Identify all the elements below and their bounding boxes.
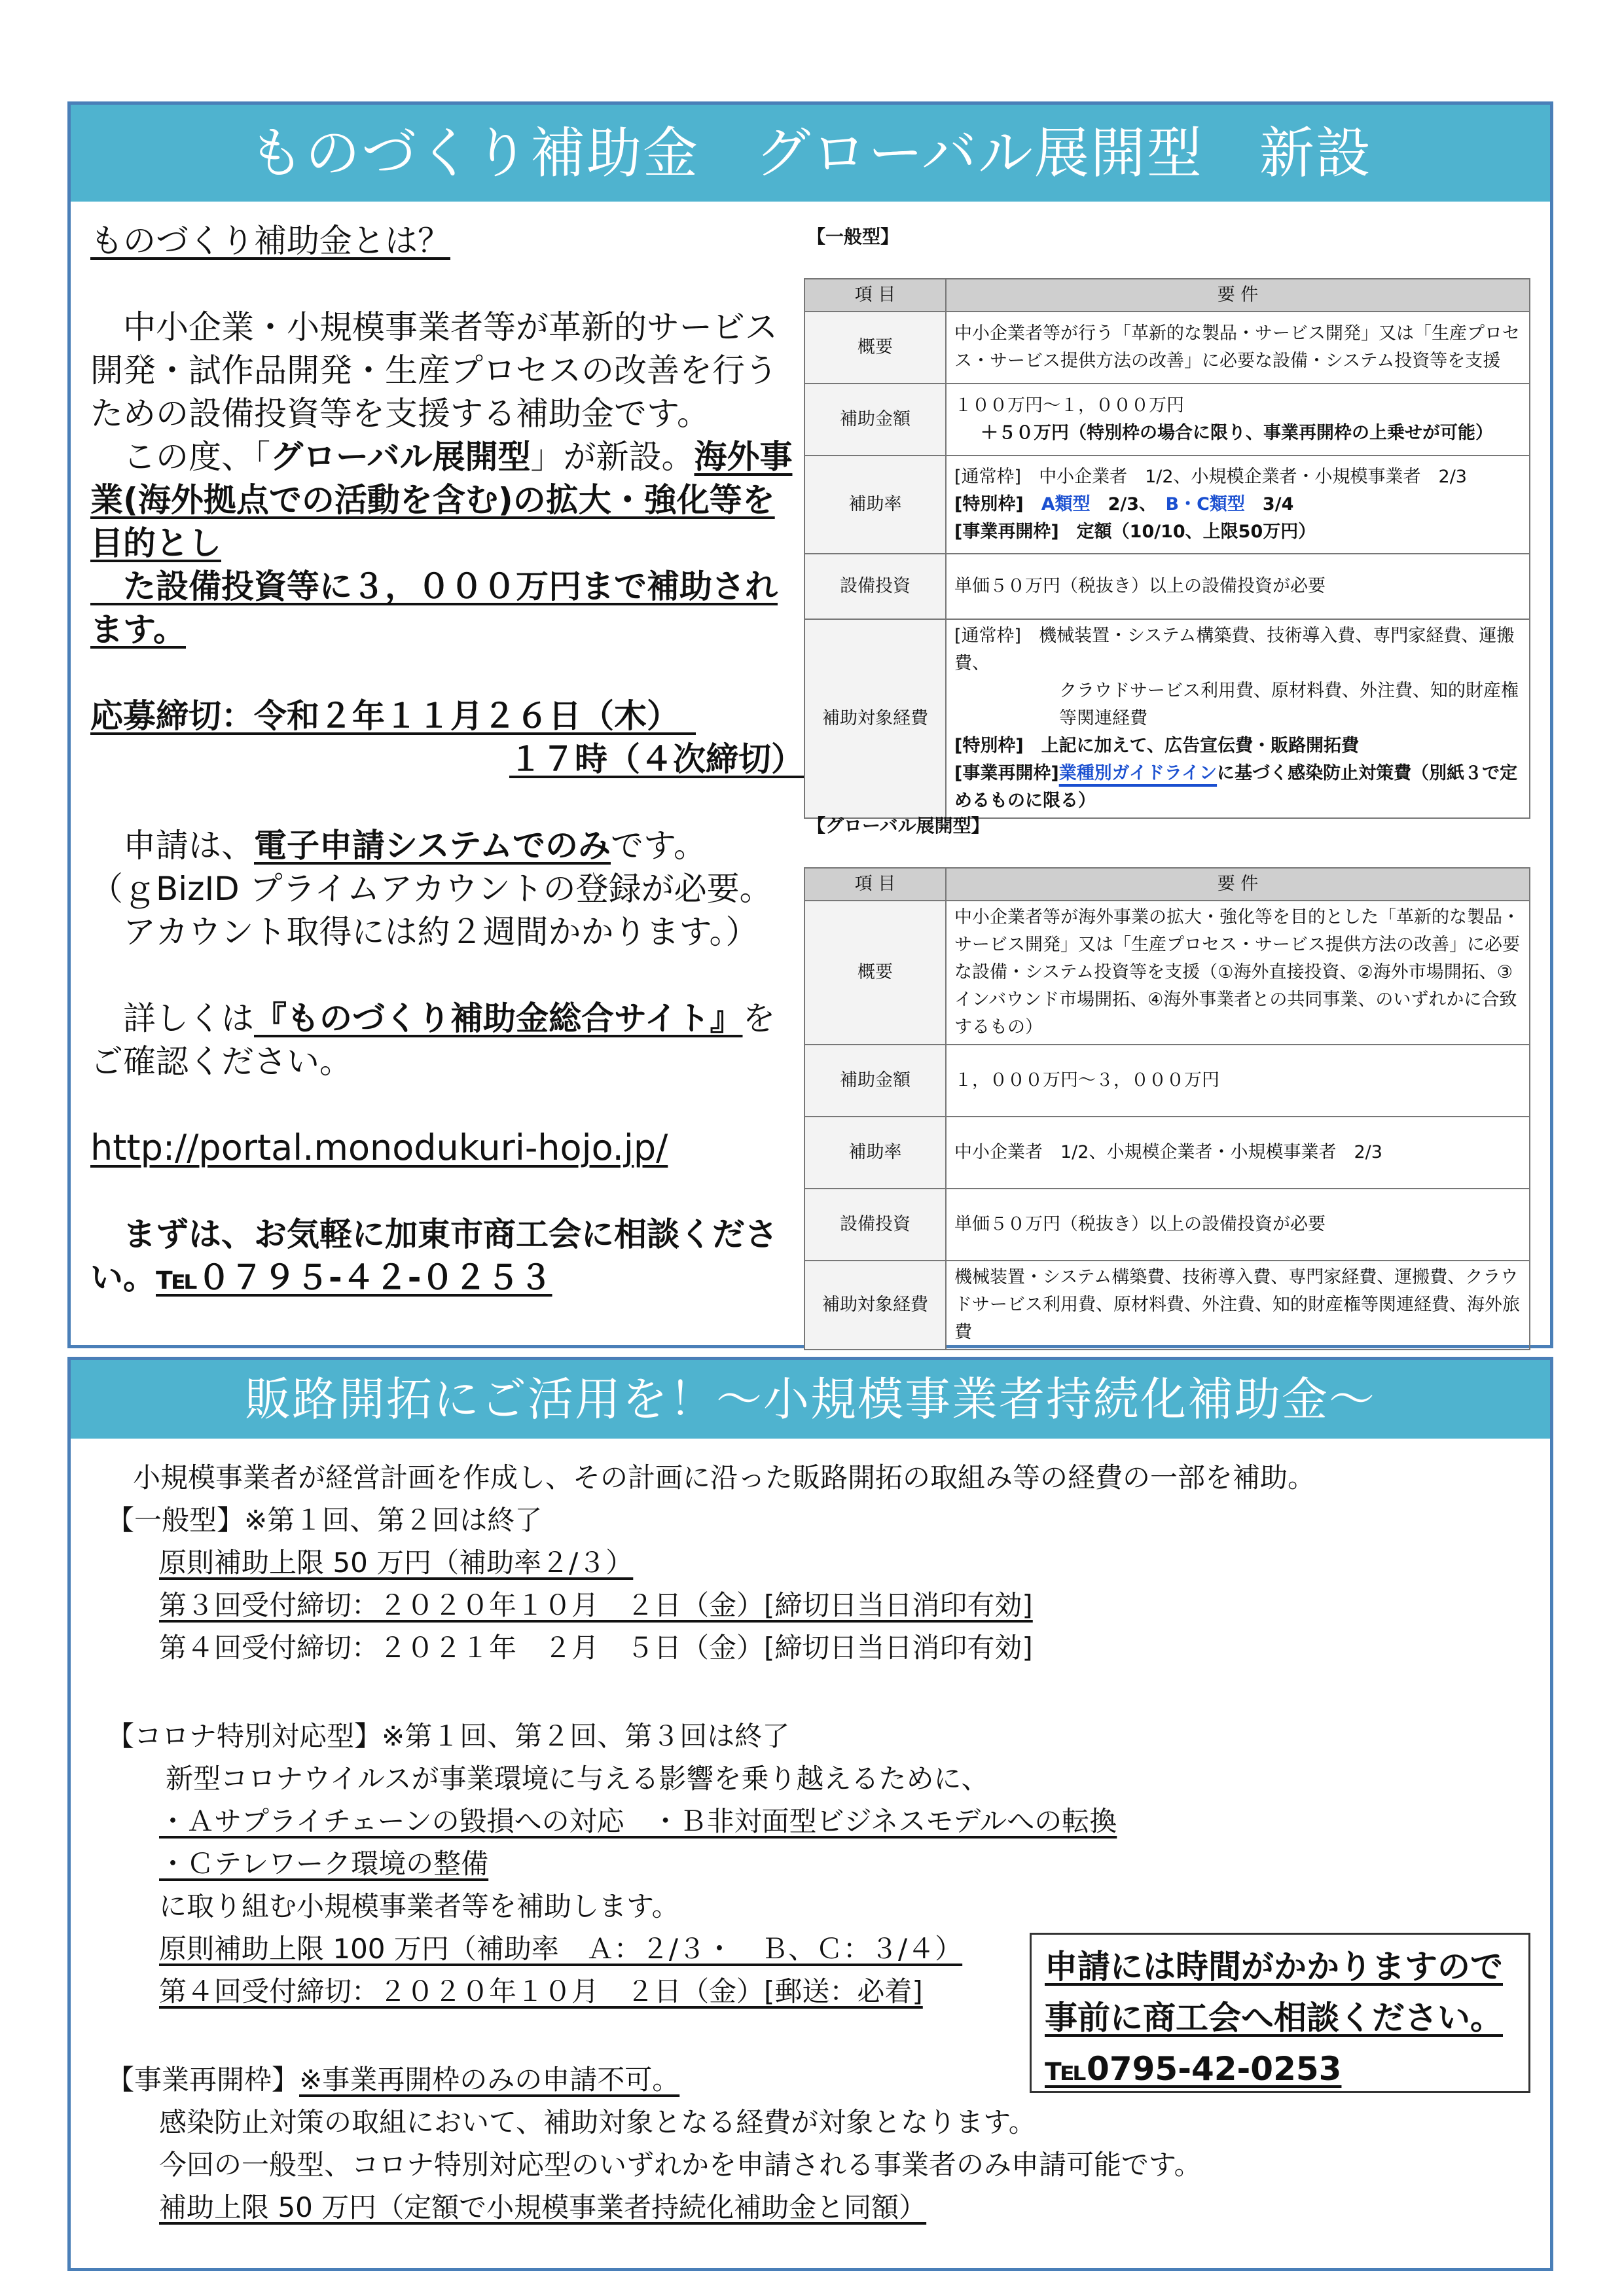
text: [事業再開枠]: [954, 763, 1059, 783]
apply-note: [90, 824, 804, 867]
monodukuri-panel: [67, 101, 1553, 1348]
global-paragraph-cont: た設備投資等に３，０００万円まで補助されます。: [90, 567, 778, 649]
text: [特別枠]: [954, 494, 1041, 514]
jizokuka-panel: [67, 1357, 1553, 2271]
corona-deadline: 第４回受付締切：２０２０年１０月 ２日（金）[郵送：必着]: [159, 1975, 923, 2007]
table-row: [804, 1261, 1530, 1350]
table-row: [804, 1045, 1530, 1117]
value-line: クラウドサービス利用費、原材料費、外注費、知的財産権等関連経費: [1059, 681, 1519, 728]
value-line: [事業再開枠] 定額（10/10、上限50万円）: [954, 522, 1316, 542]
panel-title: ものづくり補助金 グローバル展開型 新設: [71, 105, 1550, 202]
header-item: 項 目: [804, 868, 946, 901]
row-value: [946, 384, 1530, 456]
text: 申請は、: [90, 827, 254, 865]
value-line: [954, 491, 1521, 518]
round4-deadline: 第４回受付締切：２０２１年 ２月 ５日（金）[締切日当日消印有効]: [159, 1632, 1033, 1664]
corona-categories: ・Ａサプライチェーンの毀損への対応 ・Ｂ非対面型ビジネスモデルへの転換: [159, 1805, 1117, 1837]
row-value: [946, 456, 1530, 554]
row-key: 設備投資: [804, 1189, 946, 1261]
section-heading: ものづくり補助金とは？: [90, 222, 450, 260]
phone-number: ℡0795-42-0253: [1045, 2050, 1342, 2088]
deadline-time: [90, 738, 804, 781]
text: 【事業再開枠】: [107, 2064, 300, 2096]
row-key: 概要: [804, 901, 946, 1045]
row-value: 中小企業者等が行う「革新的な製品・サービス開発」又は「生産プロセス・サービス提供方法の改善」に必要な設備・システム投資等を支援: [946, 312, 1530, 384]
value-line: [954, 760, 1521, 815]
row-key: 概要: [804, 312, 946, 384]
global-type-label: 【グローバル展開型】: [807, 815, 990, 836]
guideline-link[interactable]: 業種別ガイドライン: [1058, 763, 1218, 783]
emphasis: 海外事業(海外拠点での活動を含む)の拡大・強化等を目的とし: [90, 438, 793, 562]
row-key: 補助対象経費: [804, 619, 946, 818]
header-requirement: 要 件: [946, 279, 1530, 312]
text: 詳しくは: [90, 999, 254, 1037]
text: 3/4: [1244, 494, 1294, 514]
corona-type-heading: 【コロナ特別対応型】※第１回、第２回、第３回は終了: [107, 1720, 790, 1752]
corona-category-c: ・Ｃテレワーク環境の整備: [159, 1848, 489, 1880]
row-value: １，０００万円～３，０００万円: [946, 1045, 1530, 1117]
intro-paragraph: 中小企業・小規模事業者等が革新的サービス開発・試作品開発・生産プロセスの改善を行うための設備投資等を支援する補助金です。: [90, 308, 778, 433]
text: 」が新設。: [530, 438, 695, 476]
global-paragraph: [90, 435, 804, 565]
header-item: 項 目: [804, 279, 946, 312]
text: をご確認ください。: [90, 999, 776, 1081]
row-value: [946, 619, 1530, 818]
value-line: [通常枠] 中小企業者 1/2、小規模企業者・小規模事業者 2/3: [954, 467, 1467, 487]
row-key: 補助金額: [804, 384, 946, 456]
restart-eligibility: 今回の一般型、コロナ特別対応型のいずれかを申請される事業者のみ申請可能です。: [159, 2149, 1202, 2181]
row-key: 設備投資: [804, 554, 946, 619]
general-type-heading: 【一般型】※第１回、第２回は終了: [107, 1504, 543, 1536]
portal-url-link[interactable]: http://portal.monodukuri-hojo.jp/: [90, 1127, 668, 1168]
row-value: 単価５０万円（税抜き）以上の設備投資が必要: [946, 554, 1530, 619]
global-type-table: [804, 867, 1530, 1350]
table-row: [804, 1117, 1530, 1189]
table-row: [804, 312, 1530, 384]
restart-note: ※事業再開枠のみの申請不可。: [299, 2064, 680, 2096]
restart-heading: [107, 2060, 679, 2100]
highlight: B・C類型: [1165, 494, 1245, 514]
value-line: [特別枠] 上記に加えて、広告宣伝費・販路開拓費: [954, 736, 1360, 756]
round3-deadline: 第３回受付締切：２０２０年１０月 ２日（金）[締切日当日消印有効]: [159, 1589, 1033, 1621]
phone-number: ℡０７９５-４２-０２５３: [156, 1259, 552, 1297]
header-requirement: 要 件: [946, 868, 1530, 901]
consult-note: [90, 1213, 804, 1299]
row-key: 補助金額: [804, 1045, 946, 1117]
general-type-table: [804, 278, 1530, 819]
emphasis: 電子申請システムでのみ: [254, 827, 611, 865]
table-row: [804, 1189, 1530, 1261]
text: に基づく感染防止対策費（別紙３で定めるものに限る）: [954, 763, 1518, 811]
text: この度、「: [90, 438, 270, 476]
table-row: [804, 384, 1530, 456]
details-note: [90, 997, 804, 1083]
apply-note: アカウント取得には約２週間かかります。）: [90, 913, 759, 951]
callout-line: 事前に商工会へ相談ください。: [1045, 1999, 1503, 2037]
table-header: [804, 279, 1530, 312]
text: まずは、お気軽に加東市商工会に相談ください。: [90, 1215, 778, 1297]
restart-limit: 補助上限 50 万円（定額で小規模事業者持続化補助金と同額）: [159, 2191, 927, 2223]
table-row: [804, 554, 1530, 619]
table-header: [804, 868, 1530, 901]
text: 2/3、: [1090, 494, 1166, 514]
site-link[interactable]: 『ものづくり補助金総合サイト』: [254, 999, 743, 1037]
table-row: [804, 456, 1530, 554]
monodukuri-description: [90, 219, 804, 1299]
general-limit: 原則補助上限 50 万円（補助率２/３）: [159, 1547, 634, 1579]
restart-description: 感染防止対策の取組において、補助対象となる経費が対象となります。: [159, 2106, 1036, 2138]
intro-text: 小規模事業者が経営計画を作成し、その計画に沿った販路開拓の取組み等の経費の一部を補助。: [133, 1462, 1316, 1494]
row-key: 補助対象経費: [804, 1261, 946, 1350]
value-line: １００万円～１，０００万円: [954, 395, 1184, 416]
corona-limit: 原則補助上限 100 万円（補助率 Ａ：２/３・ Ｂ、Ｃ：３/４）: [159, 1933, 963, 1965]
deadline: 応募締切：令和２年１１月２６日（木）: [90, 697, 696, 735]
row-value: 中小企業者 1/2、小規模企業者・小規模事業者 2/3: [946, 1117, 1530, 1189]
corona-target: に取り組む小規模事業者等を補助します。: [159, 1890, 679, 1922]
table-row: [804, 901, 1530, 1045]
corona-description: 新型コロナウイルスが事業環境に与える影響を乗り越えるために、: [166, 1763, 989, 1795]
callout-line: 申請には時間がかかりますので: [1045, 1948, 1503, 1986]
row-value: 単価５０万円（税抜き）以上の設備投資が必要: [946, 1189, 1530, 1261]
row-value: 機械装置・システム構築費、技術導入費、専門家経費、運搬費、クラウドサービス利用費、原材料費、外注費、知的財産権等関連経費、海外旅費: [946, 1261, 1530, 1350]
emphasis: グローバル展開型: [270, 438, 531, 476]
highlight: A類型: [1041, 494, 1091, 514]
deadline-time-text: １７時（４次締切）: [509, 740, 804, 778]
consult-callout: [1030, 1933, 1530, 2093]
general-type-label: 【一般型】: [807, 226, 899, 247]
panel-title: 販路開拓にご活用を！～小規模事業者持続化補助金～: [71, 1360, 1550, 1439]
apply-note: （ｇBizID プライムアカウントの登録が必要。: [90, 870, 772, 908]
table-row: [804, 619, 1530, 818]
row-key: 補助率: [804, 456, 946, 554]
row-key: 補助率: [804, 1117, 946, 1189]
text: です。: [611, 827, 706, 865]
value-line: [通常枠] 機械装置・システム構築費、技術導入費、専門家経費、運搬費、: [954, 626, 1515, 673]
row-value: 中小企業者等が海外事業の拡大・強化等を目的とした「革新的な製品・サービス開発」又は「生産プロセス・サービス提供方法の改善」に必要な設備・システム投資等を支援（①海外直接投資、②海外市場開拓、③インバウンド市場開拓、④海外事業者との共同事業、のいずれかに合致するもの）: [946, 901, 1530, 1045]
value-line: ＋５０万円（特別枠の場合に限り、事業再開枠の上乗せが可能）: [981, 423, 1493, 443]
